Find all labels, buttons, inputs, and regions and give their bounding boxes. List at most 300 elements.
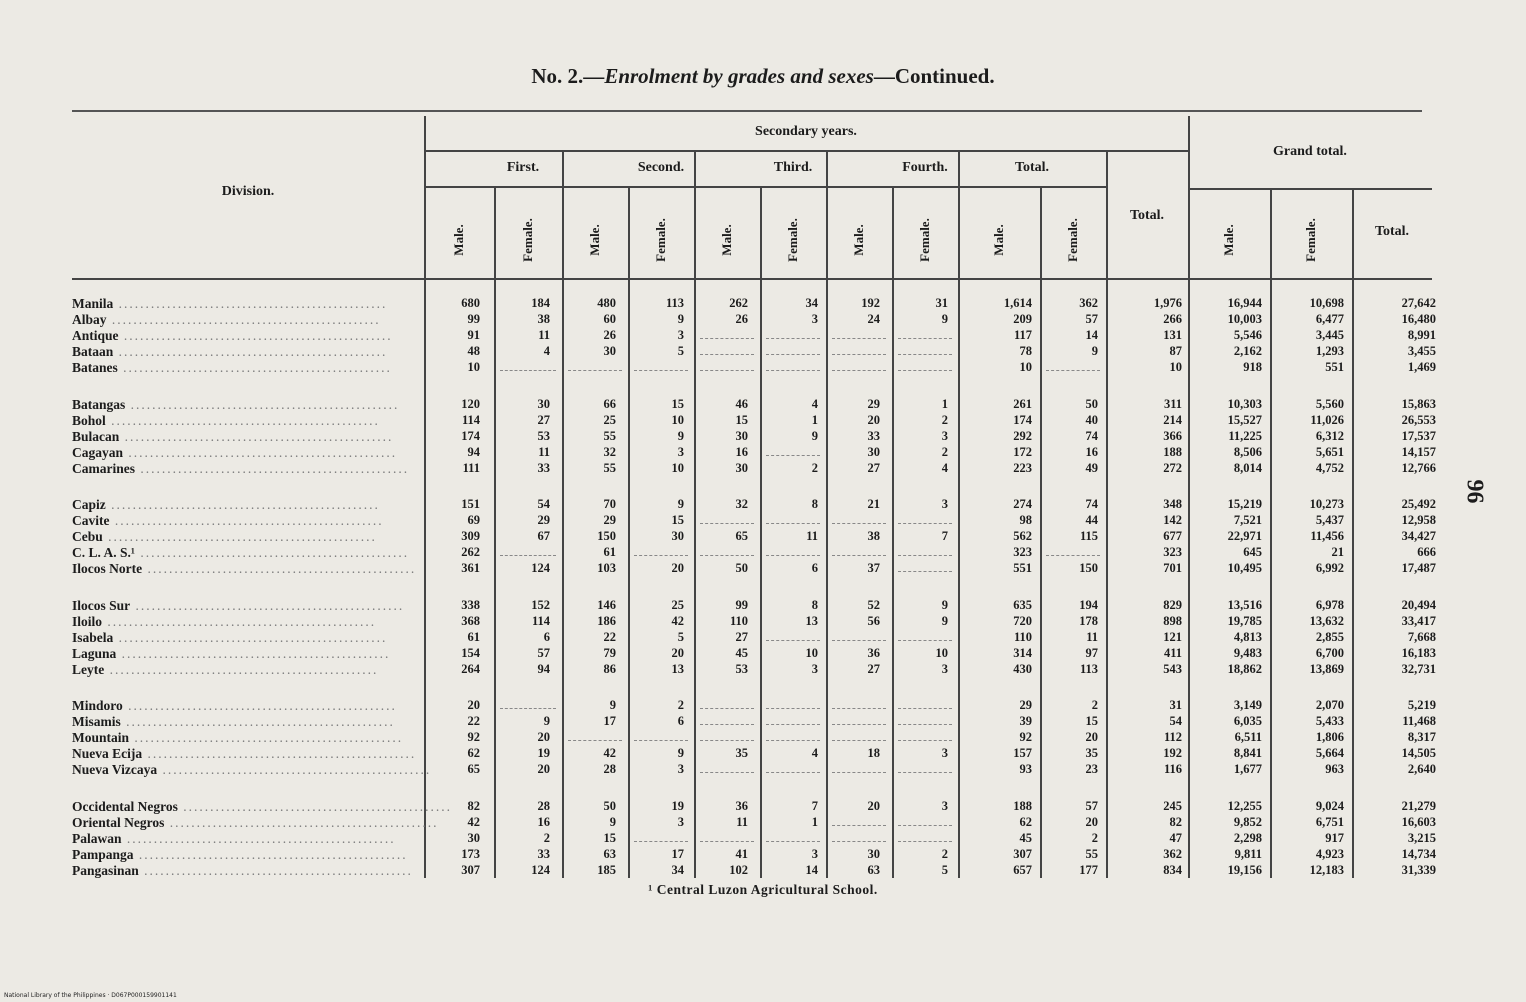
division-label: Mindoro (72, 698, 123, 713)
division-name (72, 814, 439, 831)
table-cell: 362 (1163, 846, 1182, 861)
table-cell: 720 (1013, 613, 1032, 628)
table-cell: 657 (1013, 862, 1032, 877)
table-cell: 57 (537, 645, 550, 660)
table-cell: 92 (467, 730, 480, 745)
table-cell: 60 (603, 312, 616, 327)
table-cell: 5 (941, 862, 948, 877)
table-cell: 39 (1019, 714, 1032, 729)
table-cell: 551 (1325, 360, 1344, 375)
leader-dots: .................................................. (113, 629, 388, 645)
table-cell: 4,813 (1233, 629, 1262, 644)
table-cell: 16,944 (1227, 296, 1262, 310)
table-cell: 10,273 (1309, 497, 1344, 511)
division-name (72, 698, 416, 714)
table-cell: 917 (1325, 830, 1344, 845)
secondary-total-header: Total. (1129, 208, 1165, 223)
division-label: Albay (72, 312, 107, 328)
table-cell: 3 (941, 428, 948, 443)
empty-cell-dash (766, 772, 820, 773)
table-cell: 20 (671, 645, 684, 660)
table-cell: 57 (1085, 312, 1098, 327)
table-cell: 142 (1163, 513, 1182, 528)
table-cell: 3 (677, 814, 684, 829)
table-cell: 94 (537, 661, 550, 676)
table-cell: 635 (1013, 597, 1032, 612)
table-cell: 2 (1091, 830, 1098, 845)
leader-dots: .................................................. (134, 545, 410, 561)
table-cell: 63 (603, 846, 616, 861)
table-cell: 5 (677, 629, 684, 644)
table-cell: 36 (735, 798, 748, 813)
empty-cell-dash (634, 841, 688, 842)
table-cell: 178 (1079, 613, 1098, 628)
empty-cell-dash (700, 724, 754, 725)
table-cell: 27 (867, 460, 880, 475)
table-cell: 223 (1013, 460, 1032, 475)
table-cell: 13,869 (1309, 661, 1344, 676)
division-label: Antique (72, 328, 119, 344)
table-cell: 29 (603, 513, 616, 528)
empty-cell-dash (898, 523, 952, 524)
table-cell: 97 (1085, 645, 1098, 660)
division-header: Division. (221, 184, 275, 199)
table-cell: 21 (867, 497, 880, 511)
table-cell: 4,923 (1315, 846, 1344, 861)
division-label: Ilocos Sur (72, 597, 131, 613)
table-cell: 94 (467, 444, 480, 459)
column-rule (1270, 188, 1272, 878)
table-cell: 3 (941, 661, 948, 676)
table-cell: 5 (677, 344, 684, 359)
table-cell: 69 (467, 513, 480, 528)
empty-cell-dash (500, 370, 556, 371)
empty-cell-dash (898, 571, 952, 572)
table-cell: 3,445 (1315, 328, 1344, 343)
table-cell: 19 (537, 746, 550, 761)
table-cell: 272 (1163, 460, 1182, 475)
empty-cell-dash (766, 740, 820, 741)
table-cell: 9 (941, 597, 948, 612)
table-cell: 65 (735, 529, 748, 544)
table-cell: 20,494 (1401, 597, 1436, 612)
table-cell: 3 (811, 312, 818, 327)
table-cell: 92 (1019, 730, 1032, 745)
table-cell: 154 (461, 645, 480, 660)
table-cell: 366 (1163, 428, 1182, 443)
table-cell: 1,976 (1153, 296, 1182, 310)
table-cell: 18,862 (1227, 661, 1262, 676)
table-cell: 11 (1086, 629, 1098, 644)
empty-cell-dash (766, 841, 820, 842)
table-cell: 30 (735, 428, 748, 443)
table-cell: 9,024 (1315, 798, 1344, 813)
division-label: Isabela (72, 629, 114, 645)
table-cell: 50 (735, 561, 748, 576)
empty-cell-dash (1046, 370, 1100, 371)
table-cell: 110 (729, 613, 748, 628)
table-cell: 2,070 (1315, 698, 1344, 712)
table-cell: 152 (531, 597, 550, 612)
header-rule (1188, 188, 1432, 190)
table-cell: 338 (461, 597, 480, 612)
division-label: Pangasinan (72, 862, 139, 878)
empty-cell-dash (700, 740, 754, 741)
division-name (72, 328, 416, 344)
table-cell: 8,841 (1233, 746, 1262, 761)
division-name (72, 847, 416, 863)
table-cell: 31 (935, 296, 948, 310)
empty-cell-dash (766, 724, 820, 725)
table-cell: 121 (1163, 629, 1182, 644)
table-cell: 1 (811, 412, 818, 427)
table-cell: 551 (1013, 561, 1032, 576)
empty-cell-dash (700, 841, 754, 842)
table-cell: 5,651 (1315, 444, 1344, 459)
leader-dots: .................................................. (135, 460, 410, 476)
table-cell: 32 (603, 444, 616, 459)
table-cell: 8 (811, 597, 818, 612)
division-name (72, 614, 416, 630)
empty-cell-dash (634, 370, 688, 371)
empty-cell-dash (700, 523, 754, 524)
table-cell: 3 (941, 746, 948, 761)
table-cell: 7 (811, 798, 818, 813)
table-cell: 10,303 (1227, 396, 1262, 411)
division-name (72, 646, 416, 662)
empty-cell-dash (898, 841, 952, 842)
female-column-header: Female. (520, 218, 535, 262)
table-cell: 55 (603, 460, 616, 475)
table-cell: 6,312 (1315, 428, 1344, 443)
table-cell: 4,752 (1315, 460, 1344, 475)
table-cell: 3 (941, 798, 948, 813)
empty-cell-dash (832, 708, 886, 709)
empty-cell-dash (700, 370, 754, 371)
table-cell: 87 (1169, 344, 1182, 359)
table-cell: 23 (1085, 762, 1098, 777)
leader-dots: .................................................. (118, 328, 393, 344)
division-name (72, 497, 416, 513)
table-cell: 45 (735, 645, 748, 660)
table-cell: 20 (867, 798, 880, 813)
table-cell: 20 (537, 730, 550, 745)
table-cell: 2 (941, 846, 948, 861)
leader-dots: .................................................. (130, 597, 405, 613)
table-cell: 10 (1019, 360, 1032, 375)
female-column-header: Female. (1303, 218, 1318, 262)
table-cell: 17,487 (1401, 561, 1436, 576)
empty-cell-dash (898, 354, 952, 355)
table-cell: 6 (543, 629, 550, 644)
empty-cell-dash (634, 740, 688, 741)
table-cell: 2 (1091, 698, 1098, 712)
empty-cell-dash (568, 370, 622, 371)
table-cell: 9 (609, 814, 616, 829)
empty-cell-dash (634, 555, 688, 556)
table-cell: 3,149 (1233, 698, 1262, 712)
division-label: Nueva Ecija (72, 746, 143, 762)
table-cell: 348 (1163, 497, 1182, 511)
table-cell: 834 (1163, 862, 1182, 877)
table-cell: 6,511 (1234, 730, 1262, 745)
column-rule (958, 150, 960, 878)
table-cell: 10,698 (1309, 296, 1344, 310)
division-name (72, 529, 416, 545)
empty-cell-dash (832, 740, 886, 741)
leader-dots: .................................................. (138, 862, 413, 878)
division-name (72, 312, 416, 328)
table-cell: 1 (811, 814, 818, 829)
leader-dots: .................................................. (105, 497, 380, 512)
table-cell: 30 (867, 444, 880, 459)
table-cell: 307 (1013, 846, 1032, 861)
male-column-header: Male. (1221, 224, 1236, 256)
empty-cell-dash (832, 772, 886, 773)
division-label: Leyte (72, 661, 105, 677)
table-cell: 10 (671, 460, 684, 475)
table-cell: 3 (811, 846, 818, 861)
division-label: Pampanga (72, 846, 134, 862)
table-cell: 30 (867, 846, 880, 861)
table-cell: 42 (671, 613, 684, 628)
leader-dots: .................................................. (116, 645, 391, 661)
group-header-4: Fourth. (902, 160, 948, 175)
table-cell: 5,437 (1315, 513, 1344, 528)
top-rule (72, 110, 1422, 112)
table-cell: 963 (1325, 762, 1344, 777)
table-cell: 13,516 (1227, 597, 1262, 612)
table-cell: 10 (467, 360, 480, 375)
table-cell: 98 (1019, 513, 1032, 528)
table-cell: 11 (538, 328, 550, 343)
table-cell: 146 (597, 597, 616, 612)
table-cell: 62 (467, 746, 480, 761)
table-cell: 34 (805, 296, 818, 310)
page-title (0, 64, 1526, 89)
table-cell: 29 (867, 396, 880, 411)
table-cell: 9 (941, 312, 948, 327)
leader-dots: .................................................. (142, 746, 417, 762)
table-cell: 32,731 (1401, 661, 1436, 676)
empty-cell-dash (898, 555, 952, 556)
table-cell: 274 (1013, 497, 1032, 511)
table-cell: 42 (603, 746, 616, 761)
table-cell: 2 (811, 460, 818, 475)
table-cell: 31 (1169, 698, 1182, 712)
table-cell: 57 (1085, 798, 1098, 813)
table-cell: 120 (461, 396, 480, 411)
empty-cell-dash (700, 555, 754, 556)
table-cell: 172 (1013, 444, 1032, 459)
table-cell: 20 (537, 762, 550, 777)
table-cell: 11 (806, 529, 818, 544)
table-cell: 70 (603, 497, 616, 511)
leader-dots: .................................................. (157, 762, 432, 778)
division-name (72, 461, 416, 477)
table-cell: 103 (597, 561, 616, 576)
table-cell: 56 (867, 613, 880, 628)
group-header-5: Total. (1014, 160, 1050, 175)
leader-dots: .................................................. (102, 613, 377, 629)
table-cell: 27 (867, 661, 880, 676)
division-name (72, 662, 416, 678)
table-cell: 38 (537, 312, 550, 327)
table-cell: 2 (677, 698, 684, 712)
table-cell: 26 (735, 312, 748, 327)
table-cell: 829 (1163, 597, 1182, 612)
table-cell: 62 (1019, 814, 1032, 829)
table-cell: 25 (671, 597, 684, 612)
table-cell: 1,806 (1315, 730, 1344, 745)
table-cell: 35 (735, 746, 748, 761)
table-cell: 16 (735, 444, 748, 459)
table-cell: 174 (1013, 412, 1032, 427)
table-cell: 124 (531, 862, 550, 877)
table-cell: 17 (671, 846, 684, 861)
division-name (72, 746, 416, 762)
table-cell: 15 (735, 412, 748, 427)
empty-cell-dash (898, 740, 952, 741)
table-cell: 1,677 (1233, 762, 1262, 777)
table-cell: 115 (1079, 529, 1098, 544)
table-cell: 63 (867, 862, 880, 877)
archive-credit: National Library of the Philippines · D067P000159901141 (4, 992, 177, 999)
grand-total-header: Grand total. (1273, 144, 1347, 159)
table-cell: 112 (1163, 730, 1182, 745)
table-cell: 3,455 (1407, 344, 1436, 359)
table-cell: 151 (461, 497, 480, 511)
female-column-header: Female. (1065, 218, 1080, 262)
table-cell: 12,183 (1309, 862, 1344, 877)
division-label: Manila (72, 296, 114, 311)
division-label: Misamis (72, 714, 121, 730)
table-cell: 5,560 (1315, 396, 1344, 411)
division-label: Camarines (72, 460, 135, 476)
table-cell: 6,992 (1315, 561, 1344, 576)
table-cell: 262 (729, 296, 748, 310)
empty-cell-dash (1046, 555, 1100, 556)
table-cell: 28 (603, 762, 616, 777)
table-cell: 114 (531, 613, 550, 628)
header-bottom-rule (72, 278, 1432, 280)
table-cell: 2,640 (1407, 762, 1436, 777)
table-cell: 66 (603, 396, 616, 411)
table-cell: 12,255 (1227, 798, 1262, 813)
table-cell: 10 (1169, 360, 1182, 375)
table-cell: 53 (735, 661, 748, 676)
table-cell: 4 (941, 460, 948, 475)
table-cell: 480 (597, 296, 616, 310)
table-cell: 6 (677, 714, 684, 729)
leader-dots: .................................................. (106, 312, 381, 328)
table-cell: 6,477 (1315, 312, 1344, 327)
female-column-header: Female. (653, 218, 668, 262)
table-cell: 12,766 (1401, 460, 1436, 475)
table-cell: 46 (735, 396, 748, 411)
table-cell: 1,469 (1407, 360, 1436, 375)
table-cell: 91 (467, 328, 480, 343)
table-cell: 67 (537, 529, 550, 544)
division-label: Batangas (72, 396, 126, 412)
table-cell: 2,855 (1315, 629, 1344, 644)
table-cell: 14,505 (1401, 746, 1436, 761)
table-cell: 6,751 (1315, 814, 1344, 829)
table-cell: 3 (677, 762, 684, 777)
empty-cell-dash (766, 708, 820, 709)
leader-dots: .................................................. (142, 561, 417, 577)
division-label: Nueva Vizcaya (72, 762, 158, 778)
leader-dots: .................................................. (164, 814, 439, 830)
title-italic: Enrolment by grades and sexes (604, 64, 874, 88)
table-cell: 323 (1013, 545, 1032, 560)
leader-dots: .................................................. (122, 698, 397, 713)
empty-cell-dash (700, 772, 754, 773)
table-cell: 362 (1079, 296, 1098, 310)
table-cell: 9 (1091, 344, 1098, 359)
table-cell: 3 (677, 444, 684, 459)
empty-cell-dash (832, 555, 886, 556)
table-cell: 245 (1163, 798, 1182, 813)
table-cell: 113 (665, 296, 684, 310)
table-cell: 11,468 (1402, 714, 1436, 729)
leader-dots: .................................................. (129, 730, 404, 746)
table-cell: 173 (461, 846, 480, 861)
division-name (72, 798, 452, 815)
table-cell: 9 (543, 714, 550, 729)
leader-dots: .................................................. (119, 428, 394, 444)
division-name (72, 831, 416, 847)
table-cell: 82 (467, 798, 480, 813)
table-cell: 150 (1079, 561, 1098, 576)
empty-cell-dash (766, 640, 820, 641)
female-column-header: Female. (785, 218, 800, 262)
division-label: Mountain (72, 730, 130, 746)
table-cell: 10,003 (1227, 312, 1262, 327)
division-label: Ilocos Norte (72, 561, 143, 577)
table-cell: 188 (1013, 798, 1032, 813)
table-cell: 110 (1013, 629, 1032, 644)
table-cell: 309 (461, 529, 480, 544)
table-cell: 21,279 (1401, 798, 1436, 813)
table-cell: 30 (671, 529, 684, 544)
table-cell: 9,852 (1233, 814, 1262, 829)
table-cell: 19,156 (1227, 862, 1262, 877)
empty-cell-dash (898, 772, 952, 773)
table-cell: 11 (736, 814, 748, 829)
table-cell: 35 (1085, 746, 1098, 761)
table-cell: 14,157 (1401, 444, 1436, 459)
empty-cell-dash (766, 555, 820, 556)
male-column-header: Male. (451, 224, 466, 256)
table-cell: 22,971 (1227, 529, 1262, 544)
table-cell: 430 (1013, 661, 1032, 676)
table-cell: 1,293 (1315, 344, 1344, 359)
division-name (72, 513, 416, 529)
table-cell: 33 (537, 460, 550, 475)
table-cell: 117 (1013, 328, 1032, 343)
table-cell: 7,668 (1407, 629, 1436, 644)
table-cell: 15 (671, 513, 684, 528)
table-cell: 6,700 (1315, 645, 1344, 660)
table-cell: 33 (537, 846, 550, 861)
table-cell: 49 (1085, 460, 1098, 475)
division-label: Cagayan (72, 444, 124, 460)
table-cell: 261 (1013, 396, 1032, 411)
table-cell: 79 (603, 645, 616, 660)
division-name (72, 296, 416, 312)
leader-dots: .................................................. (121, 830, 396, 846)
